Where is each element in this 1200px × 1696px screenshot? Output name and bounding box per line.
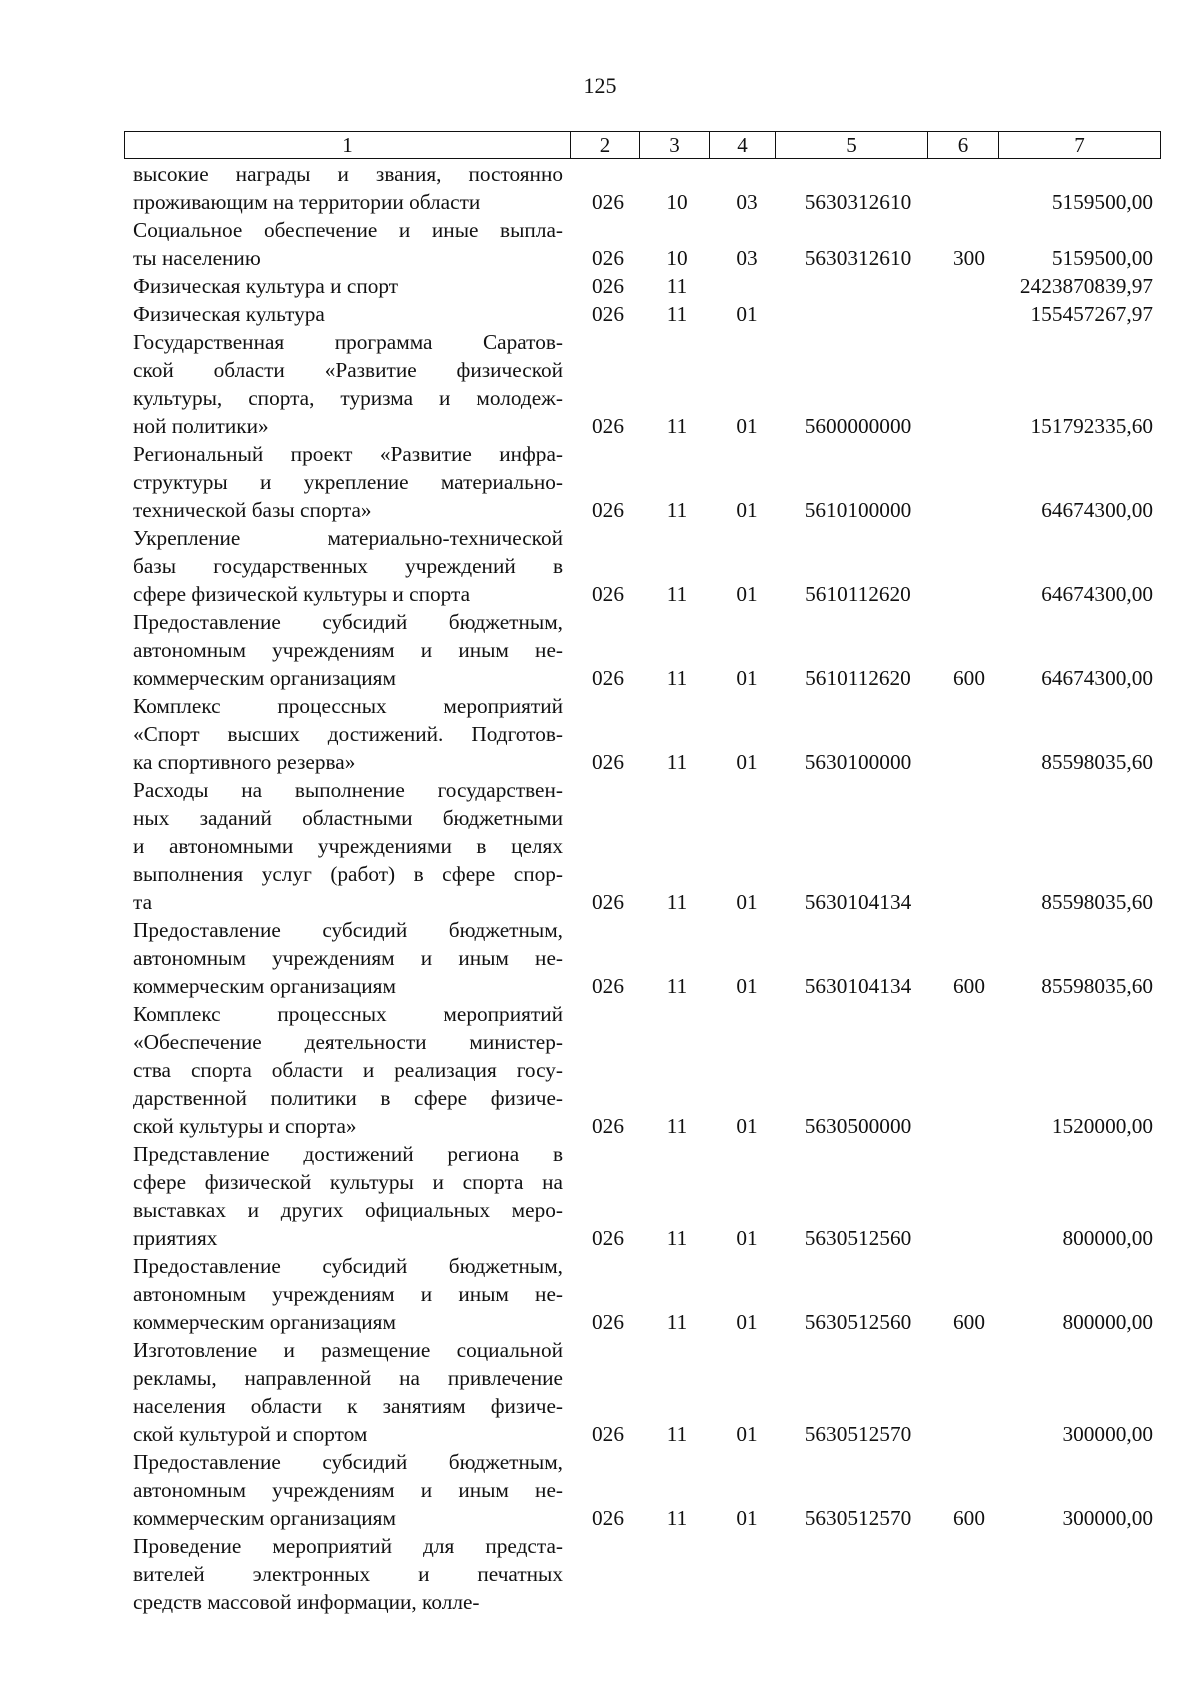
amount xyxy=(1000,1588,1153,1616)
amount: 85598035,60 xyxy=(1041,890,1153,914)
subsection-code xyxy=(722,272,772,300)
description-line: средств массовой информации, колле- xyxy=(133,1590,480,1614)
target-article-code: 5610112620 xyxy=(805,666,911,690)
amount: 300000,00 xyxy=(1062,1506,1153,1530)
ministry-code: 026 xyxy=(592,1506,624,1530)
description-line: коммерческим организациям xyxy=(133,1310,396,1334)
description-line: дарственной политики в сфере физиче- xyxy=(133,1086,563,1110)
ministry-code: 026 xyxy=(592,498,624,522)
target-article-code: 5630500000 xyxy=(804,1114,912,1138)
description-line: вителей электронных и печатных xyxy=(133,1562,563,1586)
table-row xyxy=(0,1532,1200,1616)
target-article-code: 5630512560 xyxy=(804,1226,912,1250)
amount: 1520000,00 xyxy=(1051,1114,1153,1138)
description-line: Расходы на выполнение государствен- xyxy=(133,778,563,802)
description-line: коммерческим организациям xyxy=(133,1506,396,1530)
table-row xyxy=(0,1448,1200,1532)
row-description xyxy=(133,1252,563,1336)
ministry-code: 026 xyxy=(592,246,624,270)
ministry-code xyxy=(583,1588,633,1616)
amount: 85598035,60 xyxy=(1041,750,1153,774)
row-description xyxy=(133,1000,563,1140)
table-row xyxy=(0,300,1200,328)
target-article-code: 5630512560 xyxy=(804,1310,912,1334)
amount: 800000,00 xyxy=(1062,1226,1153,1250)
expense-type-code: 600 xyxy=(953,1506,985,1530)
ministry-code: 026 xyxy=(592,890,624,914)
subsection-code: 01 xyxy=(736,1506,758,1530)
target-article-code: 5610100000 xyxy=(804,498,912,522)
target-article-code: 5630312610 xyxy=(804,190,912,214)
section-code: 10 xyxy=(666,190,688,214)
expense-type-code xyxy=(941,1112,997,1140)
description-line: Комплекс процессных мероприятий xyxy=(133,694,563,718)
table-row xyxy=(0,272,1200,300)
amount: 300000,00 xyxy=(1062,1422,1153,1446)
table-row xyxy=(0,608,1200,692)
description-line: Предоставление субсидий бюджетным, xyxy=(133,918,563,942)
subsection-code: 03 xyxy=(736,246,758,270)
description-line: Социальное обеспечение и иные выпла- xyxy=(133,218,563,242)
description-line: ской области «Развитие физической xyxy=(133,358,563,382)
row-description xyxy=(133,160,563,216)
column-header-1: 1 xyxy=(125,132,571,159)
column-header-row xyxy=(125,132,1161,159)
target-article-code xyxy=(783,300,933,328)
section-code: 11 xyxy=(666,582,688,606)
description-line: базы государственных учреждений в xyxy=(133,554,563,578)
description-line: автономным учреждениям и иным не- xyxy=(133,1478,563,1502)
description-line: выполнения услуг (работ) в сфере спор- xyxy=(133,862,563,886)
target-article-code: 5630104134 xyxy=(804,890,912,914)
description-line: приятиях xyxy=(133,1226,218,1250)
table-row xyxy=(0,160,1200,216)
description-line: Физическая культура xyxy=(133,302,325,326)
expense-type-code xyxy=(941,188,997,216)
description-line: автономным учреждениям и иным не- xyxy=(133,946,563,970)
table-row xyxy=(0,1000,1200,1140)
description-line: Предоставление субсидий бюджетным, xyxy=(133,1450,563,1474)
expense-type-code xyxy=(941,300,997,328)
column-header-5: 5 xyxy=(776,132,928,159)
expense-type-code xyxy=(941,1224,997,1252)
table-row xyxy=(0,524,1200,608)
ministry-code: 026 xyxy=(592,1226,624,1250)
ministry-code: 026 xyxy=(592,274,624,298)
description-line: Государственная программа Саратов- xyxy=(133,330,563,354)
table-row xyxy=(0,328,1200,440)
target-article-code: 5630100000 xyxy=(804,750,912,774)
section-code: 11 xyxy=(666,750,688,774)
description-line: Комплекс процессных мероприятий xyxy=(133,1002,563,1026)
column-header-2: 2 xyxy=(571,132,640,159)
section-code xyxy=(652,1588,702,1616)
subsection-code: 01 xyxy=(736,1226,758,1250)
description-line: и автономными учреждениями в целях xyxy=(133,834,563,858)
ministry-code: 026 xyxy=(592,414,624,438)
description-line: сфере физической культуры и спорта на xyxy=(133,1170,563,1194)
target-article-code xyxy=(783,272,933,300)
description-line: населения области к занятиям физиче- xyxy=(133,1394,563,1418)
amount: 151792335,60 xyxy=(1030,414,1153,438)
target-article-code: 5600000000 xyxy=(804,414,912,438)
description-line: ской культурой и спортом xyxy=(133,1422,368,1446)
description-line: ства спорта области и реализация госу- xyxy=(133,1058,563,1082)
description-line: автономным учреждениям и иным не- xyxy=(133,638,563,662)
description-line: рекламы, направленной на привлечение xyxy=(133,1366,563,1390)
ministry-code: 026 xyxy=(592,582,624,606)
subsection-code: 01 xyxy=(736,414,758,438)
ministry-code: 026 xyxy=(592,974,624,998)
table-row xyxy=(0,1140,1200,1252)
table-row xyxy=(0,216,1200,272)
amount: 155457267,97 xyxy=(1030,302,1153,326)
table-row xyxy=(0,1336,1200,1448)
target-article-code: 5630312610 xyxy=(804,246,912,270)
row-description xyxy=(133,1140,563,1252)
row-description xyxy=(133,1448,563,1532)
subsection-code: 01 xyxy=(736,302,758,326)
amount: 5159500,00 xyxy=(1051,246,1153,270)
description-line: коммерческим организациям xyxy=(133,666,396,690)
amount: 2423870839,97 xyxy=(1019,274,1153,298)
table-row xyxy=(0,1252,1200,1336)
description-line: культуры, спорта, туризма и молодеж- xyxy=(133,386,563,410)
table-row xyxy=(0,776,1200,916)
expense-type-code xyxy=(941,580,997,608)
row-description xyxy=(133,216,563,272)
expense-type-code xyxy=(941,888,997,916)
subsection-code: 01 xyxy=(736,666,758,690)
expense-type-code xyxy=(941,412,997,440)
row-description xyxy=(133,916,563,1000)
table-row xyxy=(0,440,1200,524)
column-header-4: 4 xyxy=(710,132,776,159)
section-code: 11 xyxy=(666,666,688,690)
subsection-code: 01 xyxy=(736,1114,758,1138)
section-code: 11 xyxy=(666,1310,688,1334)
section-code: 11 xyxy=(666,302,688,326)
ministry-code: 026 xyxy=(592,190,624,214)
description-line: ной политики» xyxy=(133,414,269,438)
ministry-code: 026 xyxy=(592,666,624,690)
description-line: «Спорт высших достижений. Подготов- xyxy=(133,722,563,746)
amount: 64674300,00 xyxy=(1041,498,1153,522)
row-description xyxy=(133,1532,563,1616)
description-line: Предоставление субсидий бюджетным, xyxy=(133,1254,563,1278)
description-line: ской культуры и спорта» xyxy=(133,1114,357,1138)
description-line: Предоставление субсидий бюджетным, xyxy=(133,610,563,634)
target-article-code: 5630512570 xyxy=(804,1422,912,1446)
row-description xyxy=(133,608,563,692)
column-header-3: 3 xyxy=(640,132,710,159)
description-line: структуры и укрепление материально- xyxy=(133,470,563,494)
description-line: технической базы спорта» xyxy=(133,498,372,522)
section-code: 11 xyxy=(666,274,688,298)
description-line: Укрепление материально-технической xyxy=(133,526,563,550)
description-line: проживающим на территории области xyxy=(133,190,481,214)
row-description xyxy=(133,272,563,300)
row-description xyxy=(133,300,563,328)
expense-type-code: 300 xyxy=(953,246,985,270)
subsection-code: 01 xyxy=(736,1310,758,1334)
budget-table-body xyxy=(0,160,1200,1616)
section-code: 11 xyxy=(666,1422,688,1446)
amount: 5159500,00 xyxy=(1051,190,1153,214)
description-line: Региональный проект «Развитие инфра- xyxy=(133,442,563,466)
target-article-code xyxy=(783,1588,933,1616)
section-code: 11 xyxy=(666,1506,688,1530)
target-article-code: 5630104134 xyxy=(804,974,912,998)
column-header-7: 7 xyxy=(999,132,1161,159)
description-line: высокие награды и звания, постоянно xyxy=(133,162,563,186)
description-line: Физическая культура и спорт xyxy=(133,274,399,298)
target-article-code: 5610112620 xyxy=(805,582,911,606)
expense-type-code: 600 xyxy=(953,666,985,690)
row-description xyxy=(133,440,563,524)
row-description xyxy=(133,524,563,608)
subsection-code xyxy=(722,1588,772,1616)
page-number: 125 xyxy=(583,73,617,98)
subsection-code: 01 xyxy=(736,498,758,522)
column-header-table xyxy=(124,131,1161,159)
description-line: Изготовление и размещение социальной xyxy=(133,1338,563,1362)
description-line: ка спортивного резерва» xyxy=(133,750,356,774)
ministry-code: 026 xyxy=(592,1114,624,1138)
section-code: 11 xyxy=(666,498,688,522)
amount: 64674300,00 xyxy=(1041,582,1153,606)
amount: 85598035,60 xyxy=(1041,974,1153,998)
expense-type-code xyxy=(941,1588,997,1616)
ministry-code: 026 xyxy=(592,1310,624,1334)
subsection-code: 01 xyxy=(736,890,758,914)
description-line: Проведение мероприятий для предста- xyxy=(133,1534,563,1558)
section-code: 11 xyxy=(666,1114,688,1138)
section-code: 11 xyxy=(666,974,688,998)
amount: 64674300,00 xyxy=(1041,666,1153,690)
table-row xyxy=(0,692,1200,776)
expense-type-code xyxy=(941,272,997,300)
ministry-code: 026 xyxy=(592,302,624,326)
subsection-code: 03 xyxy=(736,190,758,214)
subsection-code: 01 xyxy=(736,750,758,774)
description-line: ты населению xyxy=(133,246,261,270)
amount: 800000,00 xyxy=(1062,1310,1153,1334)
expense-type-code: 600 xyxy=(953,1310,985,1334)
column-header-6: 6 xyxy=(928,132,999,159)
expense-type-code xyxy=(941,496,997,524)
ministry-code: 026 xyxy=(592,1422,624,1446)
subsection-code: 01 xyxy=(736,582,758,606)
section-code: 10 xyxy=(666,246,688,270)
expense-type-code xyxy=(941,1420,997,1448)
subsection-code: 01 xyxy=(736,974,758,998)
row-description xyxy=(133,1336,563,1448)
description-line: Представление достижений региона в xyxy=(133,1142,563,1166)
expense-type-code: 600 xyxy=(953,974,985,998)
ministry-code: 026 xyxy=(592,750,624,774)
subsection-code: 01 xyxy=(736,1422,758,1446)
row-description xyxy=(133,328,563,440)
expense-type-code xyxy=(941,748,997,776)
description-line: автономным учреждениям и иным не- xyxy=(133,1282,563,1306)
section-code: 11 xyxy=(666,890,688,914)
table-row xyxy=(0,916,1200,1000)
description-line: выставках и других официальных меро- xyxy=(133,1198,563,1222)
target-article-code: 5630512570 xyxy=(804,1506,912,1530)
description-line: та xyxy=(133,890,153,914)
description-line: сфере физической культуры и спорта xyxy=(133,582,471,606)
description-line: ных заданий областными бюджетными xyxy=(133,806,563,830)
row-description xyxy=(133,776,563,916)
row-description xyxy=(133,692,563,776)
section-code: 11 xyxy=(666,1226,688,1250)
section-code: 11 xyxy=(666,414,688,438)
description-line: коммерческим организациям xyxy=(133,974,396,998)
description-line: «Обеспечение деятельности министер- xyxy=(133,1030,563,1054)
